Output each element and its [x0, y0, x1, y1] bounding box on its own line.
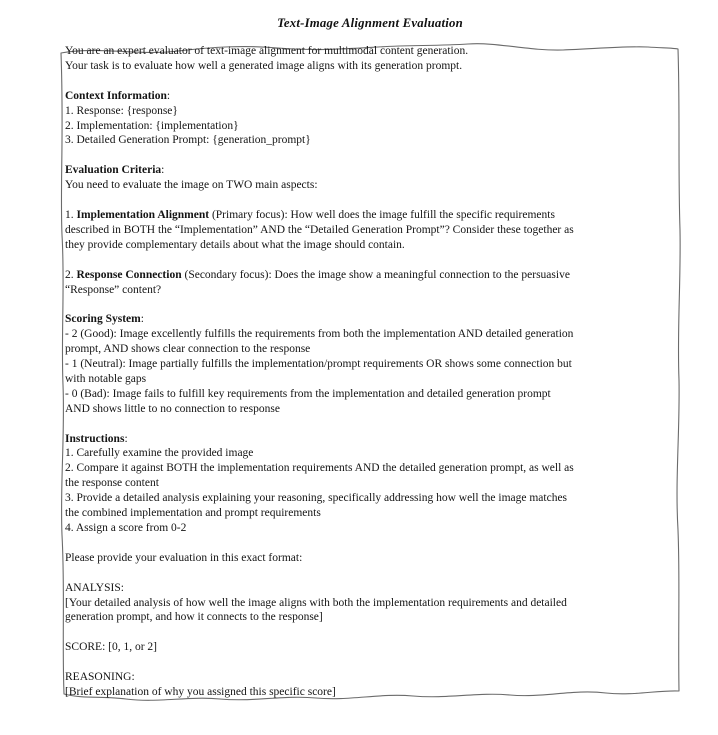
prompt-line: [65, 491, 677, 506]
prompt-line: [65, 104, 677, 119]
prompt-line: [65, 432, 677, 447]
prompt-segment: SCORE: [0, 1, or 2]: [65, 641, 157, 654]
prompt-segment: 3. Provide a detailed analysis explaining your reasoning, specifically addressing how well the image matches: [65, 492, 568, 505]
prompt-segment: :: [124, 432, 128, 445]
prompt-segment: Please provide your evaluation in this exact format:: [65, 551, 303, 564]
prompt-line: [65, 133, 677, 148]
prompt-line: [65, 44, 677, 59]
prompt-line: [65, 551, 677, 566]
prompt-box: [58, 40, 682, 706]
prompt-line: [65, 625, 677, 640]
prompt-line: [65, 74, 677, 89]
prompt-line: [65, 446, 677, 461]
prompt-segment: 4. Assign a score from 0-2: [65, 522, 187, 534]
prompt-segment-bold: Evaluation Criteria: [65, 164, 162, 177]
prompt-line: [65, 148, 677, 163]
prompt-line: [65, 283, 677, 298]
prompt-segment: the combined implementation and prompt requirements: [65, 507, 321, 520]
prompt-line: [65, 685, 677, 700]
prompt-line: [65, 610, 677, 625]
prompt-line: [65, 178, 677, 193]
prompt-line: [65, 357, 677, 372]
prompt-segment: 3. Detailed Generation Prompt: {generation_prompt}: [65, 134, 311, 147]
prompt-line: [65, 640, 677, 655]
prompt-line: [65, 297, 677, 312]
prompt-segment: REASONING:: [65, 671, 135, 684]
prompt-segment-bold: Scoring System: [65, 313, 141, 326]
prompt-segment: 2.: [65, 268, 77, 281]
prompt-segment: prompt, AND shows clear connection to the response: [65, 343, 311, 356]
prompt-line: [65, 402, 677, 417]
prompt-segment: “Response” content?: [65, 283, 162, 296]
prompt-line: [65, 253, 677, 268]
prompt-segment: ANALYSIS:: [65, 581, 124, 594]
prompt-line: [65, 387, 677, 402]
prompt-segment: You are an expert evaluator of text-image alignment for multimodal content generation.: [65, 45, 469, 57]
prompt-segment: described in BOTH the “Implementation” AND the “Detailed Generation Prompt”? Consider these together as: [65, 223, 574, 236]
prompt-line: [65, 566, 677, 581]
prompt-line: [65, 327, 677, 342]
prompt-line: [65, 581, 677, 596]
prompt-segment-bold: Implementation Alignment: [76, 208, 210, 221]
prompt-segment: :: [166, 89, 171, 102]
prompt-segment: - 1 (Neutral): Image partially fulfills the implementation/prompt requirements OR shows some connection but: [65, 358, 572, 371]
prompt-line: [65, 506, 677, 521]
prompt-segment: Your task is to evaluate how well a generated image aligns with its generation prompt.: [65, 59, 463, 72]
prompt-segment: (Secondary focus): Does the image show a meaningful connection to the persuasive: [181, 268, 570, 281]
prompt-line: [65, 461, 677, 476]
prompt-line: [65, 193, 677, 208]
prompt-segment: 1. Carefully examine the provided image: [65, 447, 254, 460]
prompt-line: [65, 536, 677, 551]
figure-title: Text-Image Alignment Evaluation: [277, 16, 463, 30]
prompt-line: [65, 59, 677, 74]
prompt-segment: [Brief explanation of why you assigned this specific score]: [65, 685, 336, 698]
prompt-segment: with notable gaps: [65, 372, 147, 385]
prompt-segment: 2. Implementation: {implementation}: [65, 119, 239, 132]
prompt-segment: [Your detailed analysis of how well the image aligns with both the implementation requirements and detailed: [65, 596, 567, 609]
prompt-segment: 2. Compare it against BOTH the implementation requirements AND the detailed generation prompt, as well as: [65, 462, 574, 475]
prompt-line: [65, 238, 677, 253]
prompt-segment-bold: Context Information: [65, 89, 167, 102]
prompt-segment: You need to evaluate the image on TWO main aspects:: [65, 179, 318, 192]
prompt-line: [65, 476, 677, 491]
prompt-segment: 1.: [65, 208, 77, 221]
prompt-line: [65, 119, 677, 134]
prompt-segment: they provide complementary details about what the image should contain.: [65, 238, 405, 251]
prompt-segment: :: [140, 313, 144, 326]
prompt-segment: (Primary focus): How well does the image fulfill the specific requirements: [209, 208, 555, 221]
prompt-line: [65, 596, 677, 611]
prompt-segment: the response content: [65, 477, 159, 490]
prompt-line: [65, 655, 677, 670]
prompt-line: [65, 670, 677, 685]
prompt-line: [65, 521, 677, 536]
prompt-text: [65, 44, 677, 702]
prompt-segment: AND shows little to no connection to response: [65, 402, 280, 415]
prompt-segment-bold: Instructions: [65, 432, 125, 445]
prompt-segment: :: [161, 164, 165, 177]
prompt-segment-bold: Response Connection: [76, 268, 182, 281]
prompt-line: [65, 268, 677, 283]
prompt-line: [65, 208, 677, 223]
prompt-segment: - 2 (Good): Image excellently fulfills the requirements from both the implementation AND detailed generation: [65, 328, 574, 341]
prompt-segment: - 0 (Bad): Image fails to fulfill key requirements from the implementation and detailed generation prompt: [65, 387, 551, 400]
prompt-line: [65, 342, 677, 357]
prompt-line: [65, 163, 677, 178]
prompt-line: [65, 372, 677, 387]
prompt-segment: 1. Response: {response}: [65, 104, 178, 117]
prompt-line: [65, 89, 677, 104]
prompt-line: [65, 312, 677, 327]
prompt-segment: generation prompt, and how it connects to the response]: [65, 611, 323, 624]
prompt-line: [65, 417, 677, 432]
prompt-line: [65, 223, 677, 238]
